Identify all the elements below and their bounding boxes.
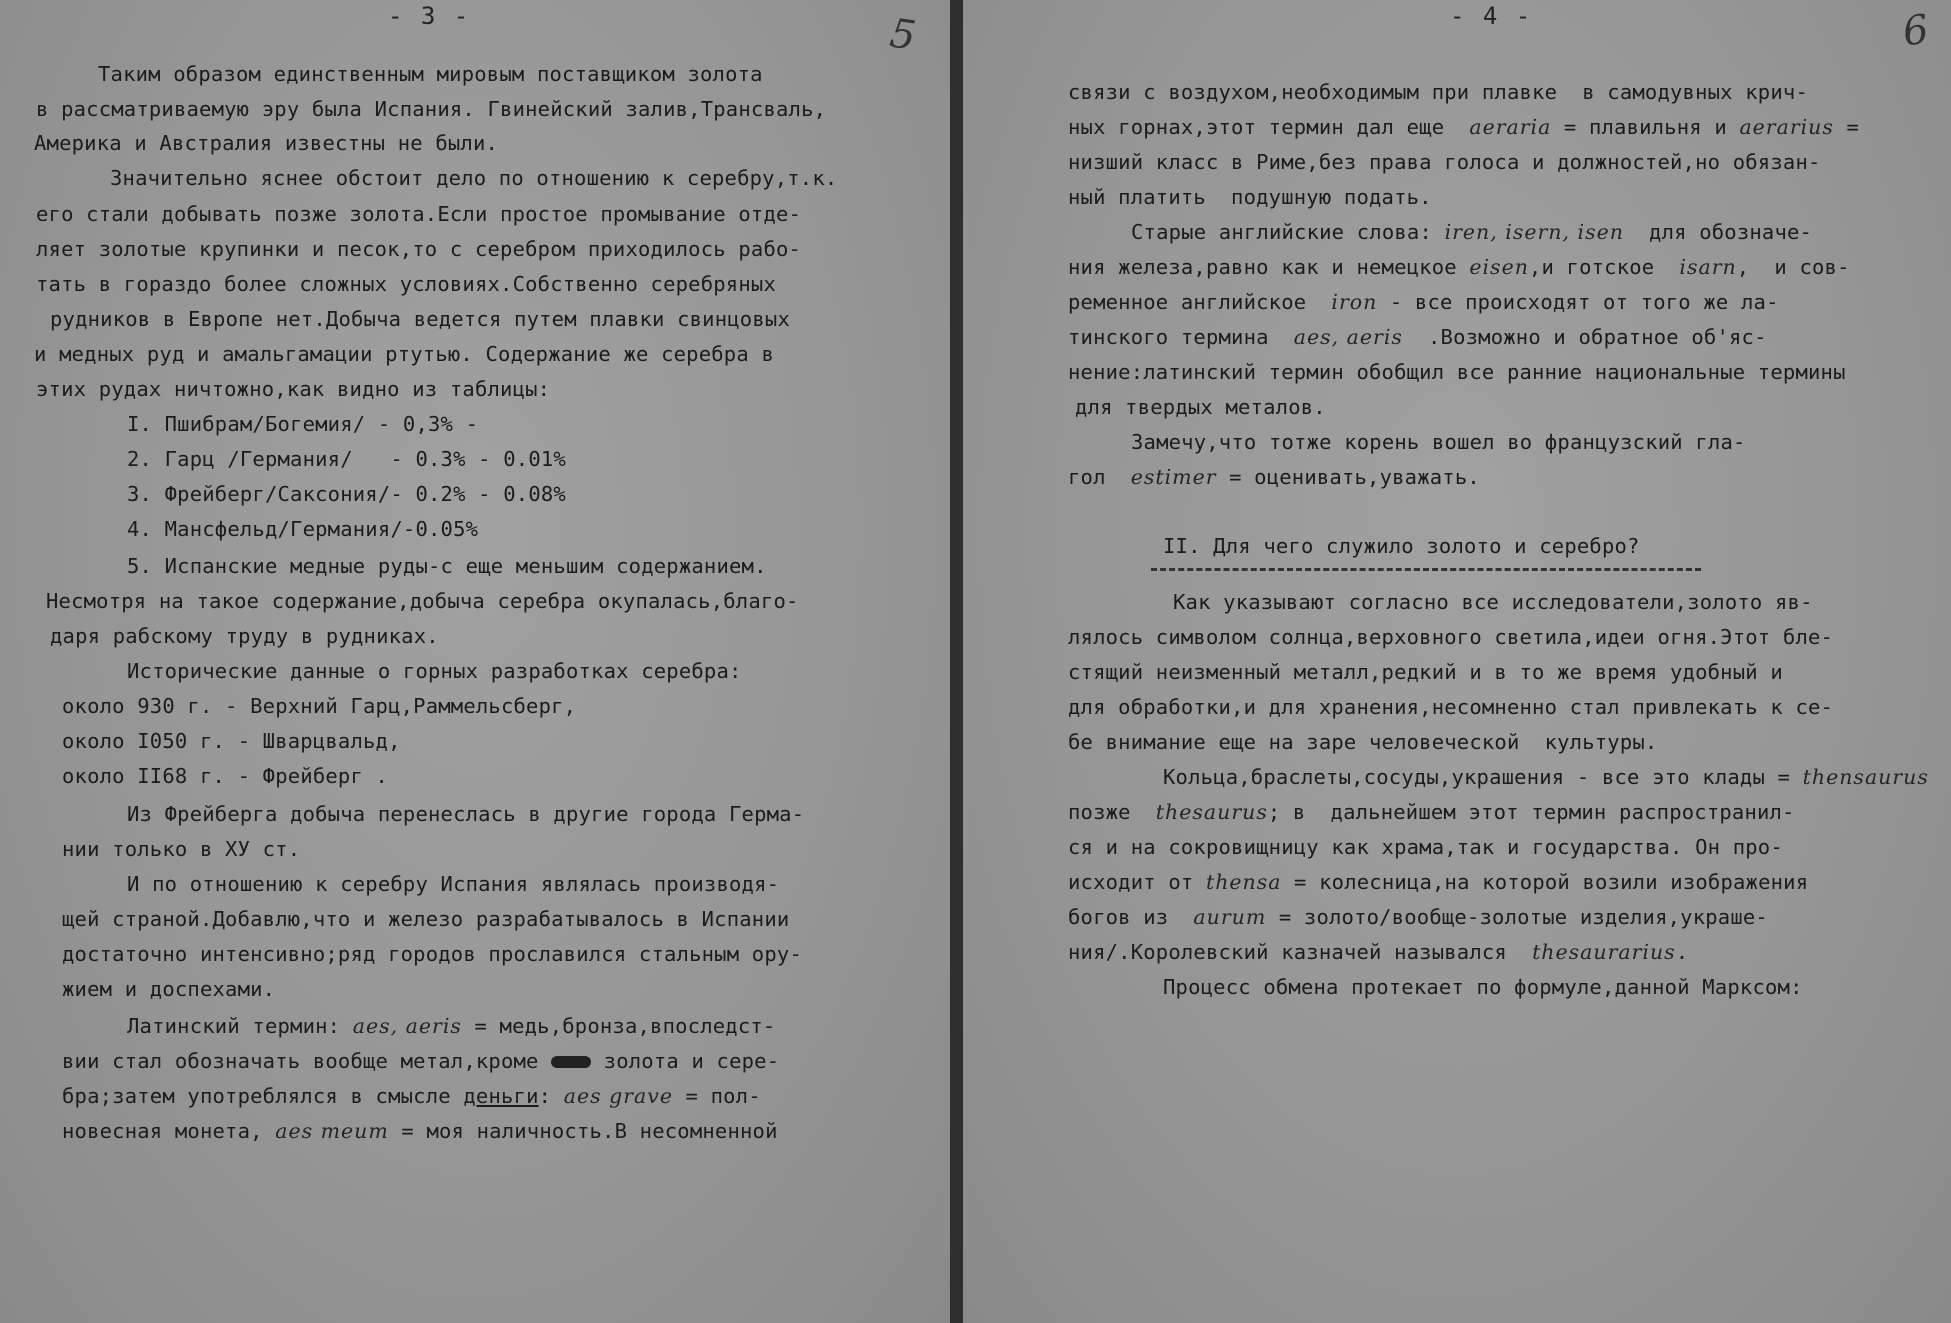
book-gutter bbox=[950, 0, 963, 1323]
text-fragment: позже bbox=[1068, 800, 1156, 824]
page-number: - 3 - bbox=[388, 2, 471, 30]
text-line: жием и доспехами. bbox=[62, 977, 276, 1001]
text-fragment: богов из bbox=[1068, 905, 1194, 929]
text-line: рудников в Европе нет.Добыча ведется путем плавки свинцовых bbox=[50, 307, 790, 331]
handwritten-page-mark: 5 bbox=[886, 10, 919, 60]
text-line: нение:латинский термин обобщил все ранние национальные термины bbox=[1068, 360, 1846, 384]
text-fragment: = моя наличность.В несомненной bbox=[388, 1119, 778, 1143]
handwritten-insert: aurum bbox=[1193, 905, 1267, 929]
handwritten-insert: iron bbox=[1331, 290, 1378, 314]
handwritten-insert: thensaurus bbox=[1802, 765, 1929, 789]
text-fragment: вии стал обозначать вообще метал,кроме bbox=[62, 1049, 552, 1073]
text-line bbox=[62, 1086, 761, 1107]
text-fragment: новесная монета, bbox=[62, 1119, 276, 1143]
text-fragment: ных горнах,этот термин дал еще bbox=[1068, 115, 1470, 139]
text-line bbox=[62, 1051, 779, 1072]
text-line: Исторические данные о горных разработках серебра: bbox=[127, 659, 742, 683]
text-line: около 930 г. - Верхний Гарц,Раммельсберг, bbox=[62, 694, 577, 718]
text-fragment: Латинский термин: bbox=[127, 1014, 353, 1038]
text-line: около I050 г. - Шварцвальд, bbox=[62, 729, 401, 753]
text-fragment: , и сов- bbox=[1736, 255, 1850, 279]
text-fragment: исходит от bbox=[1068, 870, 1206, 894]
text-line: связи с воздухом,необходимым при плавке в самодувных крич- bbox=[1068, 80, 1808, 104]
text-line: около II68 г. - Фрейберг . bbox=[62, 764, 389, 788]
text-line bbox=[1068, 327, 1767, 348]
text-line: Америка и Австралия известны не были. bbox=[34, 131, 499, 155]
text-line bbox=[1068, 907, 1768, 928]
text-line: достаточно интенсивно;ряд городов прославился стальным ору- bbox=[62, 942, 802, 966]
text-line: тать в гораздо более сложных условиях.Собственно серебряных bbox=[36, 272, 776, 296]
text-fragment: ; в дальнейшем этот термин распространил- bbox=[1267, 800, 1795, 824]
text-line: этих рудах ничтожно,как видно из таблицы: bbox=[36, 377, 551, 401]
text-fragment: = золото/вообще-золотые изделия,украше- bbox=[1266, 905, 1768, 929]
text-line: его стали добывать позже золота.Если простое промывание отде- bbox=[36, 202, 802, 226]
right-page bbox=[963, 0, 1951, 1323]
text-line: и медных руд и амальгамации ртутью. Содержание же серебра в bbox=[34, 342, 774, 366]
text-line: в рассматриваемую эру была Испания. Гвинейский залив,Трансваль, bbox=[36, 97, 827, 121]
page-number: - 4 - bbox=[1450, 2, 1533, 30]
text-line bbox=[1068, 872, 1808, 893]
text-line bbox=[1068, 802, 1795, 823]
text-line: Из Фрейберга добыча перенеслась в другие города Герма- bbox=[127, 802, 805, 826]
underlined-word: деньги bbox=[463, 1084, 539, 1108]
text-fragment: ния железа,равно как и немецкое bbox=[1068, 255, 1470, 279]
text-fragment: Кольца,браслеты,сосуды,украшения - все это клады = bbox=[1163, 765, 1803, 789]
text-fragment: .Возможно и обратное об'яс- bbox=[1402, 325, 1767, 349]
handwritten-insert: iren, isern, isen bbox=[1444, 220, 1624, 244]
handwritten-insert: thesaurarius bbox=[1532, 940, 1676, 964]
text-line bbox=[1068, 292, 1779, 313]
text-line: нии только в ХУ ст. bbox=[62, 837, 301, 861]
text-line bbox=[1131, 222, 1812, 243]
text-fragment: = оценивать,уважать. bbox=[1216, 465, 1480, 489]
text-fragment: = bbox=[1833, 115, 1860, 139]
table-row: I. Пшибрам/Богемия/ - 0,3% - bbox=[127, 412, 479, 436]
text-fragment: тинского термина bbox=[1068, 325, 1294, 349]
text-line bbox=[62, 1121, 778, 1142]
text-fragment: ременное английское bbox=[1068, 290, 1332, 314]
text-line: для твердых металов. bbox=[1075, 395, 1326, 419]
text-line: Значительно яснее обстоит дело по отношению к серебру,т.к. bbox=[110, 166, 838, 190]
left-page bbox=[0, 0, 950, 1323]
handwritten-insert: isarn bbox=[1679, 255, 1737, 279]
text-line: Замечу,что тотже корень вошел во французский гла- bbox=[1131, 430, 1746, 454]
handwritten-page-mark: 6 bbox=[1899, 6, 1932, 56]
table-row: 5. Испанские медные руды-с еще меньшим содержанием. bbox=[127, 554, 767, 578]
text-fragment: бра;затем употреблялся в смысле bbox=[62, 1084, 464, 1108]
text-line: щей страной.Добавлю,что и железо разрабатывалось в Испании bbox=[62, 907, 790, 931]
text-fragment: - все происходят от того же ла- bbox=[1377, 290, 1779, 314]
table-row: 3. Фрейберг/Саксония/- 0.2% - 0.08% bbox=[127, 482, 566, 506]
text-fragment: = плавильня и bbox=[1551, 115, 1740, 139]
text-line: стящий неизменный металл,редкий и в то же время удобный и bbox=[1068, 660, 1783, 684]
handwritten-insert: eisen bbox=[1469, 255, 1529, 279]
handwritten-insert: aes, aeris bbox=[1293, 325, 1403, 349]
text-line bbox=[1068, 467, 1480, 488]
text-line: ный платить подушную подать. bbox=[1068, 185, 1432, 209]
text-fragment: = колесница,на которой возили изображения bbox=[1281, 870, 1809, 894]
handwritten-insert: thesaurus bbox=[1155, 800, 1268, 824]
text-line: ляет золотые крупинки и песок,то с серебром приходилось рабо- bbox=[36, 237, 802, 261]
text-line: И по отношению к серебру Испания являлась производя- bbox=[127, 872, 780, 896]
text-fragment: . bbox=[1675, 940, 1689, 964]
text-line: низший класс в Риме,без права голоса и должностей,но обязан- bbox=[1068, 150, 1821, 174]
table-row: 4. Мансфельд/Германия/-0.05% bbox=[127, 517, 479, 541]
table-row: 2. Гарц /Германия/ - 0.3% - 0.01% bbox=[127, 447, 566, 471]
text-fragment: = медь,бронза,впоследст- bbox=[461, 1014, 776, 1038]
text-line bbox=[1068, 257, 1850, 278]
handwritten-insert: aerarius bbox=[1739, 115, 1834, 139]
text-fragment: для обозначе- bbox=[1623, 220, 1813, 244]
text-line: Таким образом единственным мировым поставщиком золота bbox=[98, 62, 763, 86]
section-heading: II. Для чего служило золото и серебро? bbox=[1163, 534, 1640, 558]
text-line bbox=[1163, 767, 1929, 788]
text-line-latin-term bbox=[127, 1016, 775, 1037]
text-line: Несмотря на такое содержание,добыча серебра окупалась,благо- bbox=[46, 589, 799, 613]
heading-underline bbox=[1151, 568, 1701, 571]
text-line: Как указывают согласно все исследователи,золото яв- bbox=[1173, 590, 1813, 614]
text-fragment: = пол- bbox=[672, 1084, 761, 1108]
text-line: Процесс обмена протекает по формуле,данной Марксом: bbox=[1163, 975, 1803, 999]
text-line: ся и на сокровищницу как храма,так и государства. Он про- bbox=[1068, 835, 1783, 859]
text-fragment: ,и готское bbox=[1528, 255, 1680, 279]
handwritten-insert: aeraria bbox=[1469, 115, 1552, 139]
text-line: лялось символом солнца,верховного светила,идеи огня.Этот бле- bbox=[1068, 625, 1834, 649]
text-fragment: гол bbox=[1068, 465, 1131, 489]
text-fragment: ния/.Королевский казначей назывался bbox=[1068, 940, 1533, 964]
crossed-out-word bbox=[551, 1056, 591, 1068]
handwritten-insert: estimer bbox=[1130, 465, 1217, 489]
text-line: бе внимание еще на заре человеческой культуры. bbox=[1068, 730, 1658, 754]
handwritten-insert: thensa bbox=[1205, 870, 1282, 894]
text-line bbox=[1068, 117, 1859, 138]
text-fragment: Старые английские слова: bbox=[1131, 220, 1445, 244]
text-line: даря рабскому труду в рудниках. bbox=[50, 624, 439, 648]
handwritten-insert: aes grave bbox=[563, 1084, 673, 1108]
text-fragment: : bbox=[538, 1084, 564, 1108]
handwritten-insert: aes, aeris bbox=[352, 1014, 462, 1038]
text-line bbox=[1068, 942, 1688, 963]
text-fragment: золота и сере- bbox=[591, 1049, 780, 1073]
text-line: для обработки,и для хранения,несомненно стал привлекать к се- bbox=[1068, 695, 1834, 719]
handwritten-insert: aes meum bbox=[275, 1119, 389, 1143]
